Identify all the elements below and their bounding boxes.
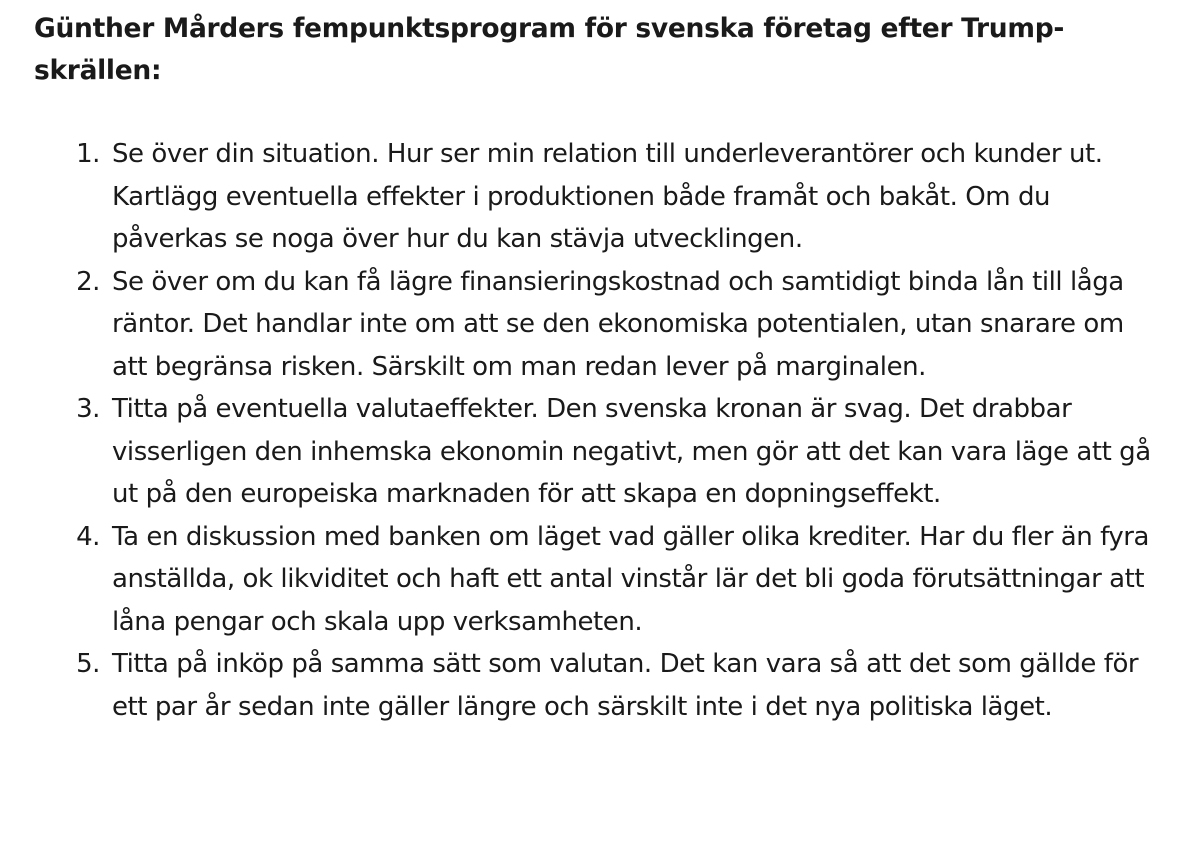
list-item-number: 2. bbox=[76, 266, 100, 297]
list-item-number: 5. bbox=[76, 649, 100, 679]
list-item-text: Ta en diskussion med banken om läget vad gäller olika krediter. Har du fler än fyra anställda, ok likviditet och haft ett antal vinstår lär det bli goda förutsättningar att låna pengar och skala upp verksamheten. bbox=[112, 521, 1150, 637]
list-item-text: Se över om du kan få lägre finansieringskostnad och samtidigt binda lån till låga räntor. Det handlar inte om att se den ekonomiska potentialen, utan snarare om att begränsa risken. Särskilt om man redan lever på marginalen. bbox=[112, 266, 1124, 382]
list-item-text: Titta på eventuella valutaeffekter. Den svenska kronan är svag. Det drabbar visserligen den inhemska ekonomin negativt, men gör att det kan vara läge att gå ut på den europeiska marknaden för att skapa en dopningseffekt. bbox=[112, 394, 1151, 509]
list-item-text: Se över din situation. Hur ser min relation till underleverantörer och kunder ut. Kartlägg eventuella effekter i produktionen både framåt och bakåt. Om du påverkas se noga över hur du kan stävja utvecklingen. bbox=[112, 139, 1103, 254]
numbered-list bbox=[34, 133, 1160, 728]
list-item-text: Titta på inköp på samma sätt som valutan. Det kan vara så att det som gällde för ett par år sedan inte gäller längre och särskilt inte i det nya politiska läget. bbox=[112, 649, 1139, 722]
document-title: Günther Mårders fempunktsprogram för svenska företag efter Trump-skrällen: bbox=[34, 13, 1065, 86]
list-item-number: 1. bbox=[76, 139, 100, 169]
list-item bbox=[34, 516, 1160, 644]
list-item-number: 4. bbox=[76, 521, 100, 552]
list-item bbox=[34, 261, 1160, 389]
list-item-number: 3. bbox=[76, 394, 100, 424]
list-item bbox=[34, 388, 1160, 516]
list-item bbox=[34, 133, 1160, 261]
list-item bbox=[34, 643, 1160, 728]
